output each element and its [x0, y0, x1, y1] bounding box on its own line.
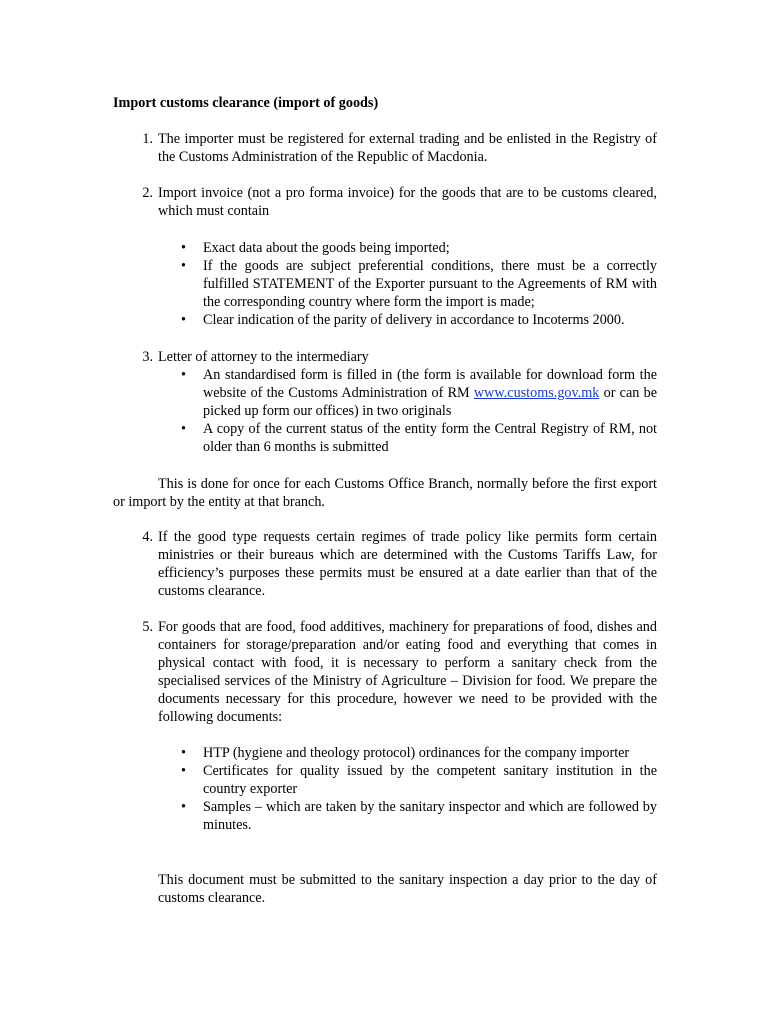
item-3-bullets	[113, 366, 657, 456]
bullet-item: • Exact data about the goods being imported;	[181, 240, 450, 256]
item-number: 4.	[142, 529, 153, 545]
item-text: Import invoice (not a pro forma invoice) for the goods that are to be customs cleared, which must contain	[158, 185, 657, 219]
list-item-5	[113, 618, 657, 726]
branch-note: This is done for once for each Customs Office Branch, normally before the first export or import by the entity at that branch.	[113, 476, 657, 510]
bullet-icon: •	[181, 367, 186, 383]
bullet-icon: •	[181, 799, 186, 815]
item-2-bullets	[113, 239, 657, 329]
item-number: 5.	[142, 619, 153, 635]
list-item-4	[113, 528, 657, 600]
bullet-item: • Certificates for quality issued by the competent sanitary institution in the country exporter	[181, 763, 657, 797]
bullet-icon: •	[181, 240, 186, 256]
final-note: This document must be submitted to the sanitary inspection a day prior to the day of customs clearance.	[158, 872, 657, 906]
bullet-item: • Clear indication of the parity of delivery in accordance to Incoterms 2000.	[181, 312, 625, 328]
bullet-item: • An standardised form is filled in (the form is available for download form the website of the Customs Administration of RM www.customs.gov.mk or can be picked up form our offices) in two originals	[181, 367, 657, 419]
item-text: Letter of attorney to the intermediary	[158, 349, 369, 365]
list-item-1	[113, 130, 657, 166]
item-text: The importer must be registered for external trading and be enlisted in the Registry of the Customs Administration of the Republic of Macdonia.	[158, 131, 657, 165]
bullet-item: • If the goods are subject preferential conditions, there must be a correctly fulfilled STATEMENT of the Exporter pursuant to the Agreements of RM with the corresponding country where form the import is made;	[181, 258, 657, 310]
bullet-item: • A copy of the current status of the entity form the Central Registry of RM, not older than 6 months is submitted	[181, 421, 657, 455]
bullet-item: • HTP (hygiene and theology protocol) ordinances for the company importer	[181, 745, 630, 761]
item-number: 1.	[142, 131, 153, 147]
item-number: 3.	[142, 349, 153, 365]
bullet-icon: •	[181, 745, 186, 761]
list-item-3	[113, 348, 657, 366]
list-item-2	[113, 184, 657, 220]
item-number: 2.	[142, 185, 153, 201]
final-note-block	[113, 871, 657, 907]
item-text: If the good type requests certain regimes of trade policy like permits form certain ministries or their bureaus which are determined with the Customs Tariffs Law, for efficiency’s purposes these permits must be ensured at a date earlier than that of the customs clearance.	[158, 529, 657, 599]
item-text: For goods that are food, food additives, machinery for preparations of food, dishes and containers for storage/preparation and/or eating food and everything that comes in physical contact with food, it is necessary to perform a sanitary check from the specialised services of the Ministry of Agriculture – Division for food. We prepare the documents necessary for this procedure, however we need to be provided with the following documents:	[158, 619, 657, 725]
bullet-icon: •	[181, 258, 186, 274]
bullet-icon: •	[181, 421, 186, 437]
bullet-icon: •	[181, 763, 186, 779]
customs-website-link[interactable]: www.customs.gov.mk	[473, 385, 600, 401]
bullet-icon: •	[181, 312, 186, 328]
item-5-bullets	[113, 744, 657, 834]
bullet-item: • Samples – which are taken by the sanitary inspector and which are followed by minutes.	[181, 799, 657, 833]
page-title: Import customs clearance (import of goods)	[113, 95, 379, 111]
